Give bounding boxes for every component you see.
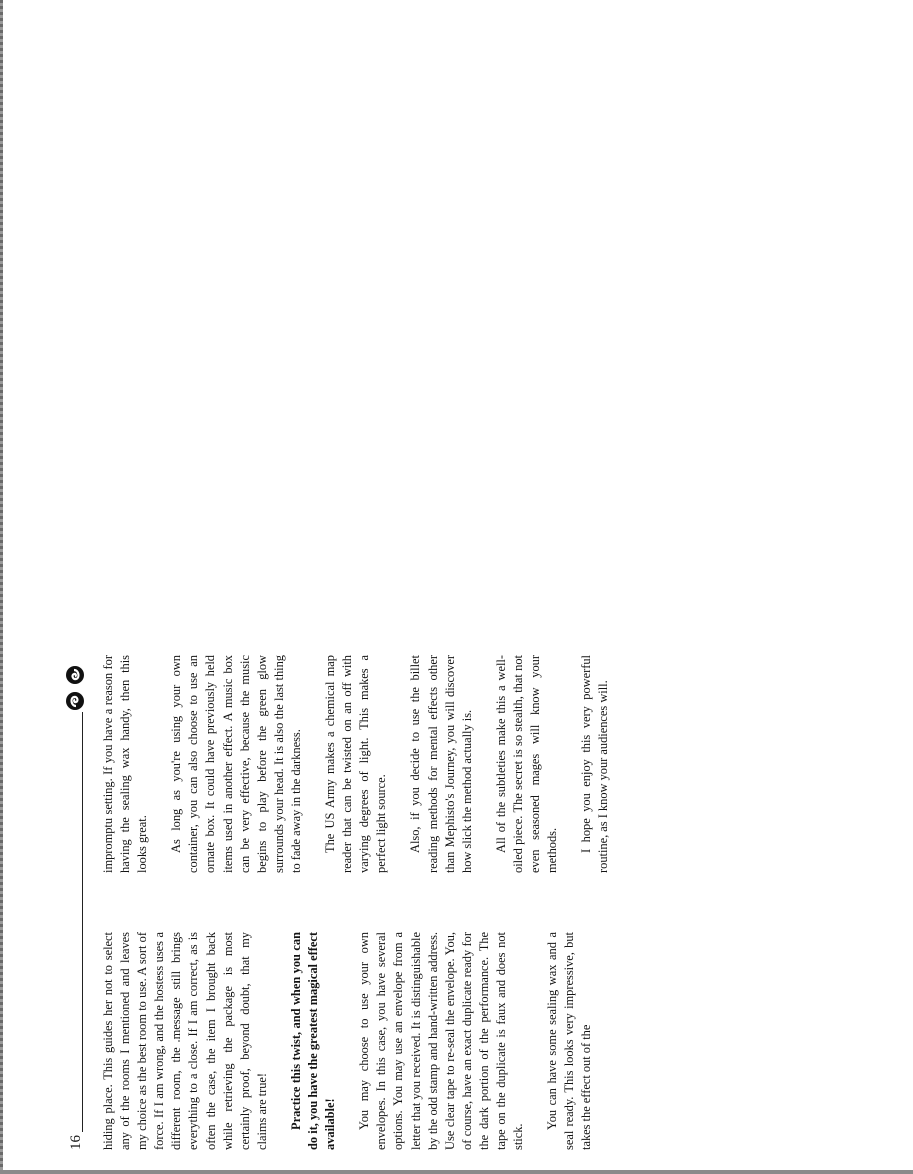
right-paragraph-3: The US Army makes a chemical map reader that can be twisted on an off with varying degrees of light. This makes a perfect light source. bbox=[323, 655, 389, 873]
right-column bbox=[100, 655, 612, 873]
page-number: 16 bbox=[68, 1135, 84, 1150]
left-column bbox=[100, 932, 595, 1150]
left-paragraph-3: You may choose to use your own envelopes. In this case, you have several options. You may use an envelope from a letter that you received. It is distinguishable by the odd stamp and hand-written address. Use clear tape to re-seal the envelope. You, of course, have an exact duplicate ready for the dark portion of the performance. The tape on the duplicate is faux and does not stick. bbox=[357, 932, 526, 1150]
page-header bbox=[60, 655, 90, 1150]
left-paragraph-2: Practice this twist, and when you can do it, you have the greatest magical effect available! bbox=[288, 932, 338, 1150]
right-paragraph-2: As long as you're using your own container, you can also choose to use an ornate box. It could have previously held items used in another effect. A music box can be very effective, because the music begins to play before the green glow surrounds your head. It is also the last thing to fade away in the darkness. bbox=[169, 655, 303, 873]
scan-left-edge bbox=[0, 0, 3, 1174]
right-paragraph-6: I hope you enjoy this very powerful routine, as I know your audiences will. bbox=[579, 655, 611, 873]
left-paragraph-4: You can have some sealing wax and a seal ready. This looks very impressive, but takes the effect out of the bbox=[545, 932, 594, 1150]
scroll-ornament-right-icon bbox=[64, 664, 86, 686]
scroll-ornament-left-icon bbox=[64, 690, 86, 712]
right-paragraph-4: Also, if you decide to use the billet reading methods for mental effects other than Mephisto's Journey, you will discover how slick the method actually is. bbox=[408, 655, 474, 873]
right-paragraph-1: impromptu setting. If you have a reason for having the sealing wax handy, then this looks great. bbox=[101, 655, 150, 873]
left-paragraph-1: hiding place. This guides her not to select any of the rooms I mentioned and leaves my choice as the best room to use. A sort of force. If I am wrong, and the hostess uses a different room, the message still brings everything to a close. If I am correct, as is often the case, the item I brought back while retrieving the package is most certainly proof, beyond doubt, that my claims are true! bbox=[101, 932, 269, 1150]
header-rule bbox=[82, 712, 83, 1132]
paired-scroll-ornament-icon bbox=[64, 664, 88, 712]
right-paragraph-5: All of the subtleties make this a well-oiled piece. The secret is so stealth, that not even seasoned mages will know your methods. bbox=[493, 655, 560, 873]
scan-bottom-edge bbox=[0, 1170, 913, 1174]
book-page bbox=[60, 655, 611, 1150]
